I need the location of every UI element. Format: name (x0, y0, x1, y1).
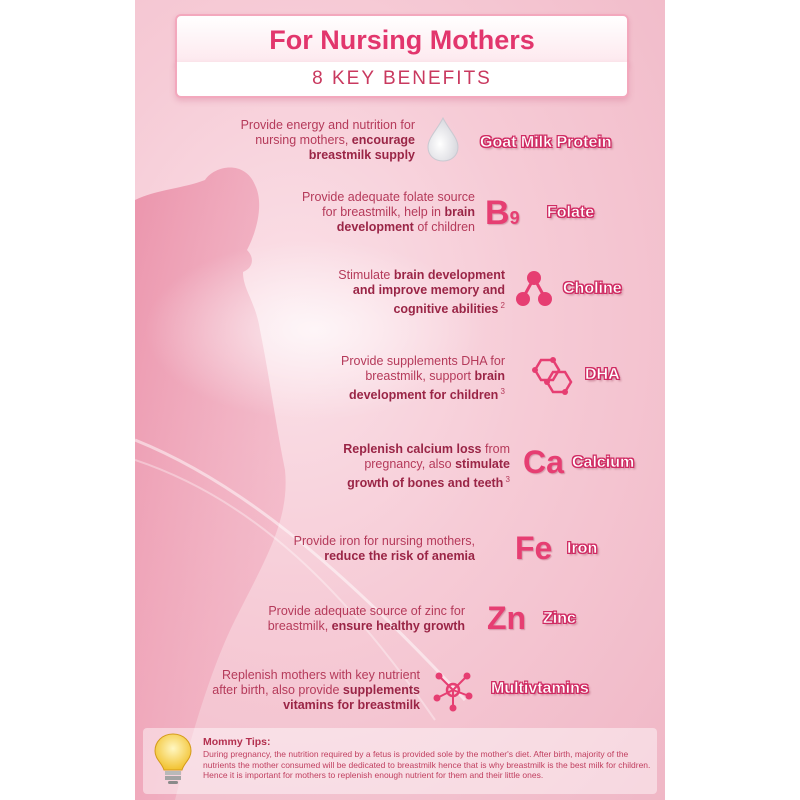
benefit-folate (135, 190, 665, 240)
benefit-description: Provide supplements DHA for breastmilk, support brain development for children $^3$ (341, 354, 505, 403)
benefit-label: DHA (585, 366, 620, 383)
benefit-description: Replenish mothers with key nutrient after birth, also provide supplements vitamins for breastmilk (212, 668, 420, 712)
benefit-description: Provide iron for nursing mothers, reduce the risk of anemia (293, 534, 475, 563)
milk-drop-icon (425, 116, 461, 162)
hexagon-molecule-icon (527, 356, 573, 396)
header-subtitle-banner (175, 62, 629, 98)
benefit-label: Folate (547, 204, 595, 221)
benefit-label: Goat Milk Protein (480, 134, 612, 151)
benefit-description: Provide energy and nutrition for nursing mothers, encourage breastmilk supply (240, 118, 415, 162)
page-title: For Nursing Mothers (269, 25, 535, 55)
header-title-banner (175, 14, 629, 66)
fe-symbol: Fe (515, 530, 553, 566)
tips-title: Mommy Tips: (203, 736, 271, 748)
zn-symbol: Zn (487, 600, 527, 636)
benefit-choline (135, 268, 665, 318)
benefit-iron (135, 532, 665, 572)
poster (135, 0, 665, 800)
light-bulb-icon (153, 732, 193, 786)
page-subtitle: 8 KEY BENEFITS (312, 68, 492, 89)
benefit-calcium (135, 442, 665, 492)
benefit-description: Replenish calcium loss from pregnancy, also stimulate growth of bones and teeth $^3$ (343, 442, 510, 491)
benefit-description: Provide adequate source of zinc for breastmilk, ensure healthy growth (267, 604, 465, 633)
benefit-label: Zinc (543, 610, 576, 627)
benefit-label: Multivtamins (491, 680, 589, 697)
benefit-description: Provide adequate folate source for breastmilk, help in brain development of children (301, 190, 475, 234)
benefit-label: Iron (567, 540, 598, 557)
b9-symbol: B9 (485, 194, 520, 232)
benefit-dha (135, 354, 665, 404)
ca-symbol: Ca (523, 444, 564, 480)
molecule-icon (513, 268, 555, 310)
benefit-label: Choline (563, 280, 622, 297)
benefit-goat-milk-protein (135, 118, 665, 168)
benefit-description: Stimulate brain development and improve memory and cognitive abilities $^2$ (338, 268, 505, 317)
benefit-label: Calcium (572, 454, 635, 471)
network-molecule-icon (431, 668, 475, 712)
benefit-multivitamins (135, 668, 665, 718)
benefit-zinc (135, 602, 665, 642)
tips-text: During pregnancy, the nutrition required by a fetus is provided sole by the mother's diet. After birth, majority of the nutrients the mother consumed will be dedicated to breastmilk hence that is why breastmilk is the best milk for children. Hence it is important for mothers to replenish enough nutrient for them and their little ones. (203, 749, 651, 780)
